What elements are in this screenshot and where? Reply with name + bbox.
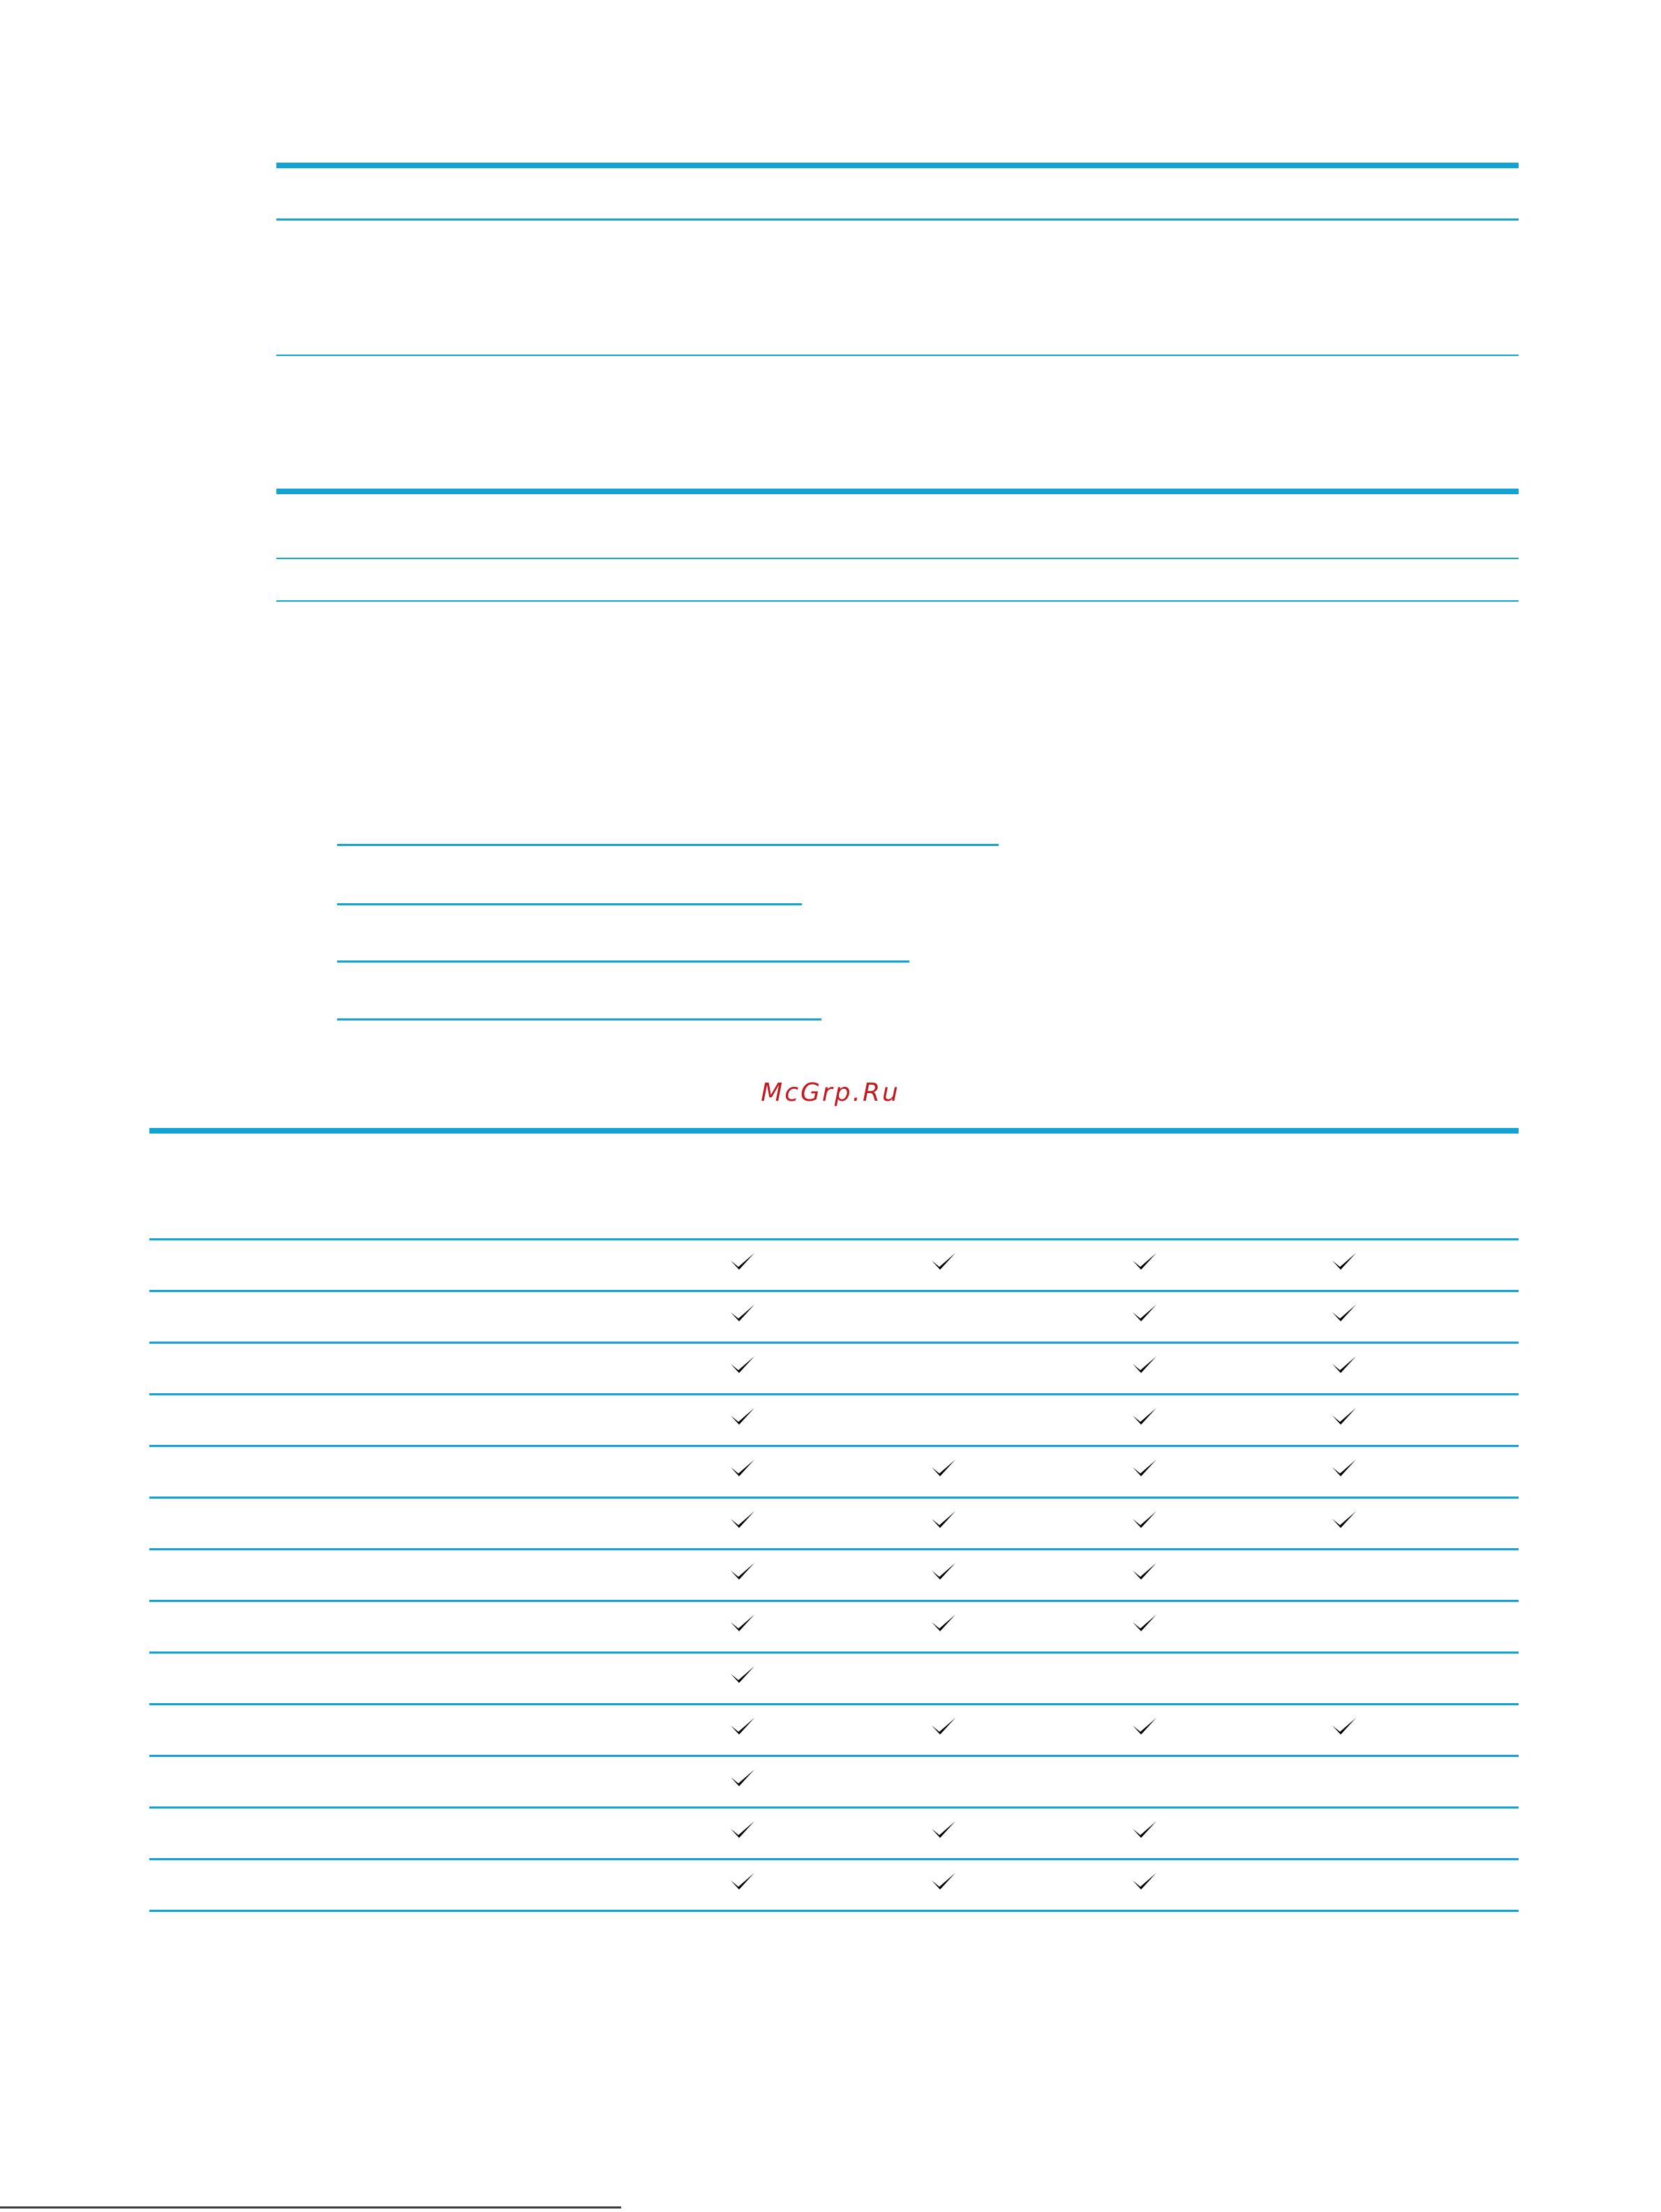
checkmark-icon [1131, 1612, 1159, 1633]
feature-support-table [149, 1128, 1519, 1912]
table-row [149, 1860, 1519, 1912]
checkmark-icon [1131, 1715, 1159, 1736]
checkmark-icon [729, 1715, 757, 1736]
table-row [149, 1344, 1519, 1395]
checkmark-icon [729, 1818, 757, 1839]
table-row [149, 1654, 1519, 1705]
table-row [149, 1447, 1519, 1499]
table-row [149, 1550, 1519, 1602]
checkmark-icon [1131, 1818, 1159, 1839]
checkmark-icon [1131, 1508, 1159, 1529]
checkmark-icon [729, 1870, 757, 1891]
top-table-row-divider [276, 355, 1519, 356]
link-underline-2[interactable] [337, 903, 802, 905]
checkmark-icon [930, 1457, 958, 1478]
checkmark-icon [1131, 1870, 1159, 1891]
support-table-header [149, 1134, 1519, 1240]
checkmark-icon [1131, 1457, 1159, 1478]
checkmark-icon [1330, 1457, 1358, 1478]
table-row [149, 1809, 1519, 1860]
checkmark-icon [729, 1457, 757, 1478]
second-table-row-divider [276, 558, 1519, 559]
table-row [149, 1705, 1519, 1757]
checkmark-icon [1330, 1715, 1358, 1736]
checkmark-icon [930, 1560, 958, 1581]
support-table-body [149, 1240, 1519, 1912]
table-row [149, 1499, 1519, 1550]
table-row [149, 1240, 1519, 1292]
second-table-top-rule [276, 489, 1519, 494]
checkmark-icon [729, 1353, 757, 1374]
table-row [149, 1395, 1519, 1447]
checkmark-icon [1330, 1250, 1358, 1271]
support-table-top-rule [149, 1128, 1519, 1134]
checkmark-icon [1131, 1405, 1159, 1426]
watermark-text: McGrp.Ru [761, 1078, 900, 1107]
checkmark-icon [930, 1508, 958, 1529]
checkmark-icon [729, 1767, 757, 1788]
table-row [149, 1757, 1519, 1809]
link-underline-4[interactable] [337, 1018, 821, 1020]
checkmark-icon [930, 1818, 958, 1839]
checkmark-icon [729, 1302, 757, 1323]
checkmark-icon [1330, 1508, 1358, 1529]
checkmark-icon [729, 1612, 757, 1633]
link-underline-1[interactable] [337, 844, 999, 846]
footer-line [0, 2206, 621, 2209]
checkmark-icon [930, 1870, 958, 1891]
link-underline-3[interactable] [337, 960, 909, 963]
table-row [149, 1602, 1519, 1654]
checkmark-icon [1330, 1302, 1358, 1323]
checkmark-icon [930, 1612, 958, 1633]
second-table-bottom-rule [276, 600, 1519, 602]
checkmark-icon [930, 1250, 958, 1271]
checkmark-icon [1131, 1560, 1159, 1581]
top-table-header-rule [276, 218, 1519, 221]
checkmark-icon [729, 1405, 757, 1426]
checkmark-icon [729, 1560, 757, 1581]
table-row [149, 1292, 1519, 1344]
checkmark-icon [930, 1715, 958, 1736]
checkmark-icon [729, 1663, 757, 1684]
checkmark-icon [1330, 1405, 1358, 1426]
checkmark-icon [729, 1508, 757, 1529]
checkmark-icon [729, 1250, 757, 1271]
checkmark-icon [1131, 1302, 1159, 1323]
top-table-top-rule [276, 163, 1519, 168]
checkmark-icon [1131, 1353, 1159, 1374]
checkmark-icon [1330, 1353, 1358, 1374]
checkmark-icon [1131, 1250, 1159, 1271]
